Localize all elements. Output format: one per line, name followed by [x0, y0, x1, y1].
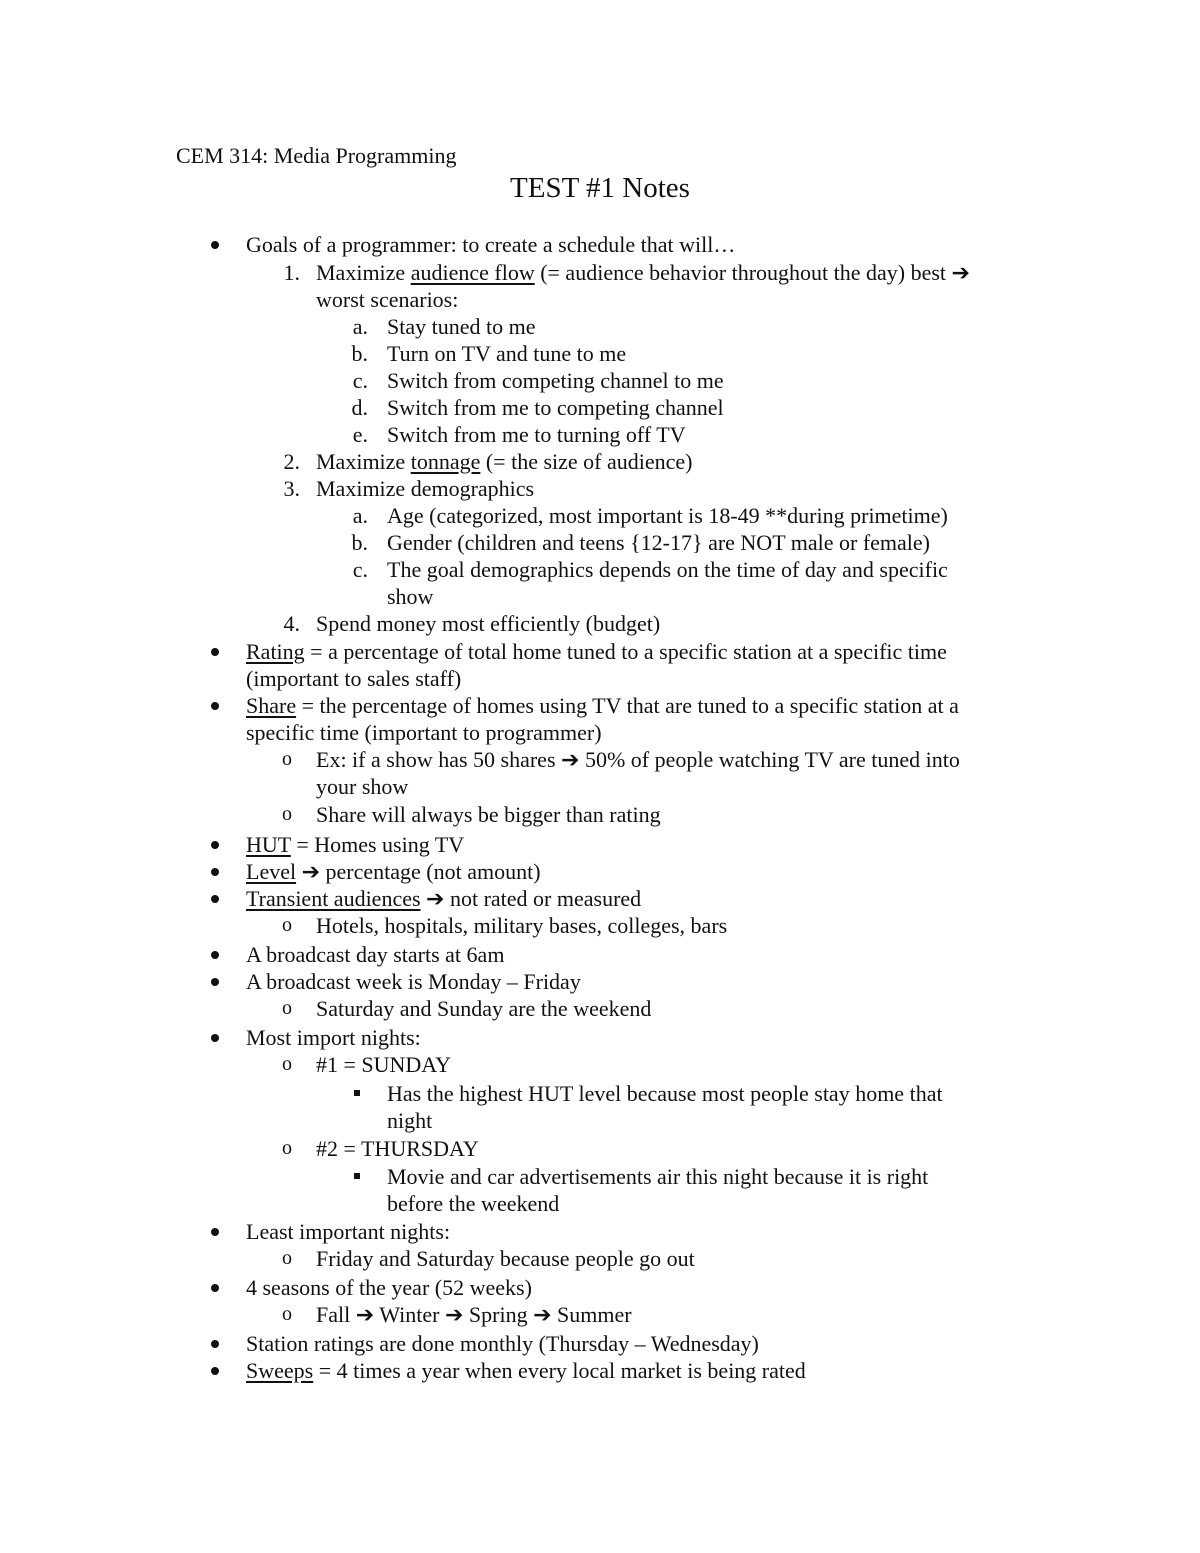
night-1-reason-continued: night: [387, 1108, 433, 1133]
list-marker: c.: [352, 557, 368, 582]
seasons: 4 seasons of the year (52 weeks): [246, 1275, 532, 1300]
hollow-bullet-icon: o: [282, 1137, 292, 1159]
share-note: Share will always be bigger than rating: [316, 802, 661, 827]
square-bullet-icon: [354, 1090, 360, 1096]
hollow-bullet-icon: o: [282, 914, 292, 936]
goal-1: [316, 259, 970, 286]
bullet-icon: [211, 1228, 219, 1236]
list-item-continued: show: [387, 584, 434, 609]
list-item: Gender (children and teens {12-17} are NOT male or female): [387, 530, 930, 555]
term-share: Share: [246, 693, 297, 718]
night-2-reason-continued: before the weekend: [387, 1191, 560, 1216]
list-marker: 3.: [283, 476, 300, 501]
hollow-bullet-icon: o: [282, 803, 292, 825]
list-marker: b.: [351, 341, 368, 366]
night-2: #2 = THURSDAY: [316, 1136, 479, 1161]
level-text: ➔ percentage (not amount): [296, 859, 541, 884]
bullet-icon: [211, 841, 219, 849]
goal-4: Spend money most efficiently (budget): [316, 611, 661, 636]
station-ratings: Station ratings are done monthly (Thursday – Wednesday): [246, 1331, 759, 1356]
transient-definition: [246, 885, 641, 912]
goal-1-pre: Maximize: [316, 260, 411, 285]
page-title: TEST #1 Notes: [510, 172, 690, 204]
rating-text: = a percentage of total home tuned to a specific station at a specific time: [304, 639, 947, 664]
goal-1-post: (= audience behavior throughout the day) best ➔: [534, 260, 970, 285]
bullet-icon: [211, 1367, 219, 1375]
hollow-bullet-icon: o: [282, 1247, 292, 1269]
list-item: Stay tuned to me: [387, 314, 536, 339]
list-item: The goal demographics depends on the time of day and specific: [387, 557, 948, 582]
night-1-reason: Has the highest HUT level because most people stay home that: [387, 1081, 943, 1106]
bullet-icon: [211, 1284, 219, 1292]
list-marker: e.: [352, 422, 368, 447]
goal-2-post: (= the size of audience): [480, 449, 693, 474]
bullet-icon: [211, 895, 219, 903]
share-example: Ex: if a show has 50 shares ➔ 50% of people watching TV are tuned into: [316, 747, 960, 772]
bullet-icon: [211, 951, 219, 959]
bullet-icon: [211, 241, 219, 249]
list-item: Switch from me to turning off TV: [387, 422, 686, 447]
bullet-icon: [211, 868, 219, 876]
goal-2: [316, 448, 693, 475]
sweeps-definition: [246, 1357, 806, 1384]
seasons-order: Fall ➔ Winter ➔ Spring ➔ Summer: [316, 1302, 632, 1327]
hollow-bullet-icon: o: [282, 748, 292, 770]
broadcast-week: A broadcast week is Monday – Friday: [246, 969, 581, 994]
bullet-icon: [211, 1034, 219, 1042]
sweeps-text: = 4 times a year when every local market is being rated: [313, 1358, 806, 1383]
hollow-bullet-icon: o: [282, 1053, 292, 1075]
list-item: Turn on TV and tune to me: [387, 341, 627, 366]
term-tonnage: tonnage: [410, 449, 481, 474]
list-marker: 2.: [283, 449, 300, 474]
share-definition: [246, 692, 959, 719]
list-item: Switch from competing channel to me: [387, 368, 724, 393]
hut-definition: [246, 831, 464, 858]
term-hut: HUT: [246, 832, 291, 857]
share-example-continued: your show: [316, 774, 409, 799]
goals-heading: Goals of a programmer: to create a schedule that will…: [246, 232, 736, 257]
square-bullet-icon: [354, 1173, 360, 1179]
rating-continued: (important to sales staff): [246, 666, 462, 691]
transient-text: ➔ not rated or measured: [420, 886, 642, 911]
broadcast-day: A broadcast day starts at 6am: [246, 942, 505, 967]
term-sweeps: Sweeps: [246, 1358, 314, 1383]
hut-text: = Homes using TV: [290, 832, 465, 857]
share-text: = the percentage of homes using TV that are tuned to a specific station at a: [296, 693, 959, 718]
list-item: Switch from me to competing channel: [387, 395, 724, 420]
list-marker: b.: [351, 530, 368, 555]
course-name: CEM 314: Media Programming: [176, 143, 457, 168]
term-level: Level: [246, 859, 297, 884]
goal-2-pre: Maximize: [316, 449, 411, 474]
bullet-icon: [211, 702, 219, 710]
bullet-icon: [211, 648, 219, 656]
goal-1-continued: worst scenarios:: [316, 287, 459, 312]
bullet-icon: [211, 1340, 219, 1348]
least-important-reason: Friday and Saturday because people go out: [316, 1246, 695, 1271]
list-marker: a.: [352, 314, 368, 339]
share-continued: specific time (important to programmer): [246, 720, 602, 745]
hollow-bullet-icon: o: [282, 1303, 292, 1325]
list-item: Age (categorized, most important is 18-49 **during primetime): [387, 503, 948, 528]
list-marker: 1.: [283, 260, 300, 285]
term-rating: Rating: [246, 639, 305, 664]
list-marker: 4.: [283, 611, 300, 636]
hollow-bullet-icon: o: [282, 997, 292, 1019]
transient-examples: Hotels, hospitals, military bases, colleges, bars: [316, 913, 728, 938]
term-audience-flow: audience flow: [410, 260, 535, 285]
night-1: #1 = SUNDAY: [316, 1052, 452, 1077]
list-marker: a.: [352, 503, 368, 528]
list-marker: d.: [351, 395, 368, 420]
list-marker: c.: [352, 368, 368, 393]
important-nights: Most import nights:: [246, 1025, 421, 1050]
level-definition: [246, 858, 541, 885]
goal-3: Maximize demographics: [316, 476, 535, 501]
rating-definition: [246, 638, 947, 665]
bullet-icon: [211, 978, 219, 986]
night-2-reason: Movie and car advertisements air this night because it is right: [387, 1164, 929, 1189]
least-important-nights: Least important nights:: [246, 1219, 451, 1244]
weekend-note: Saturday and Sunday are the weekend: [316, 996, 652, 1021]
term-transient-audiences: Transient audiences: [246, 886, 421, 911]
